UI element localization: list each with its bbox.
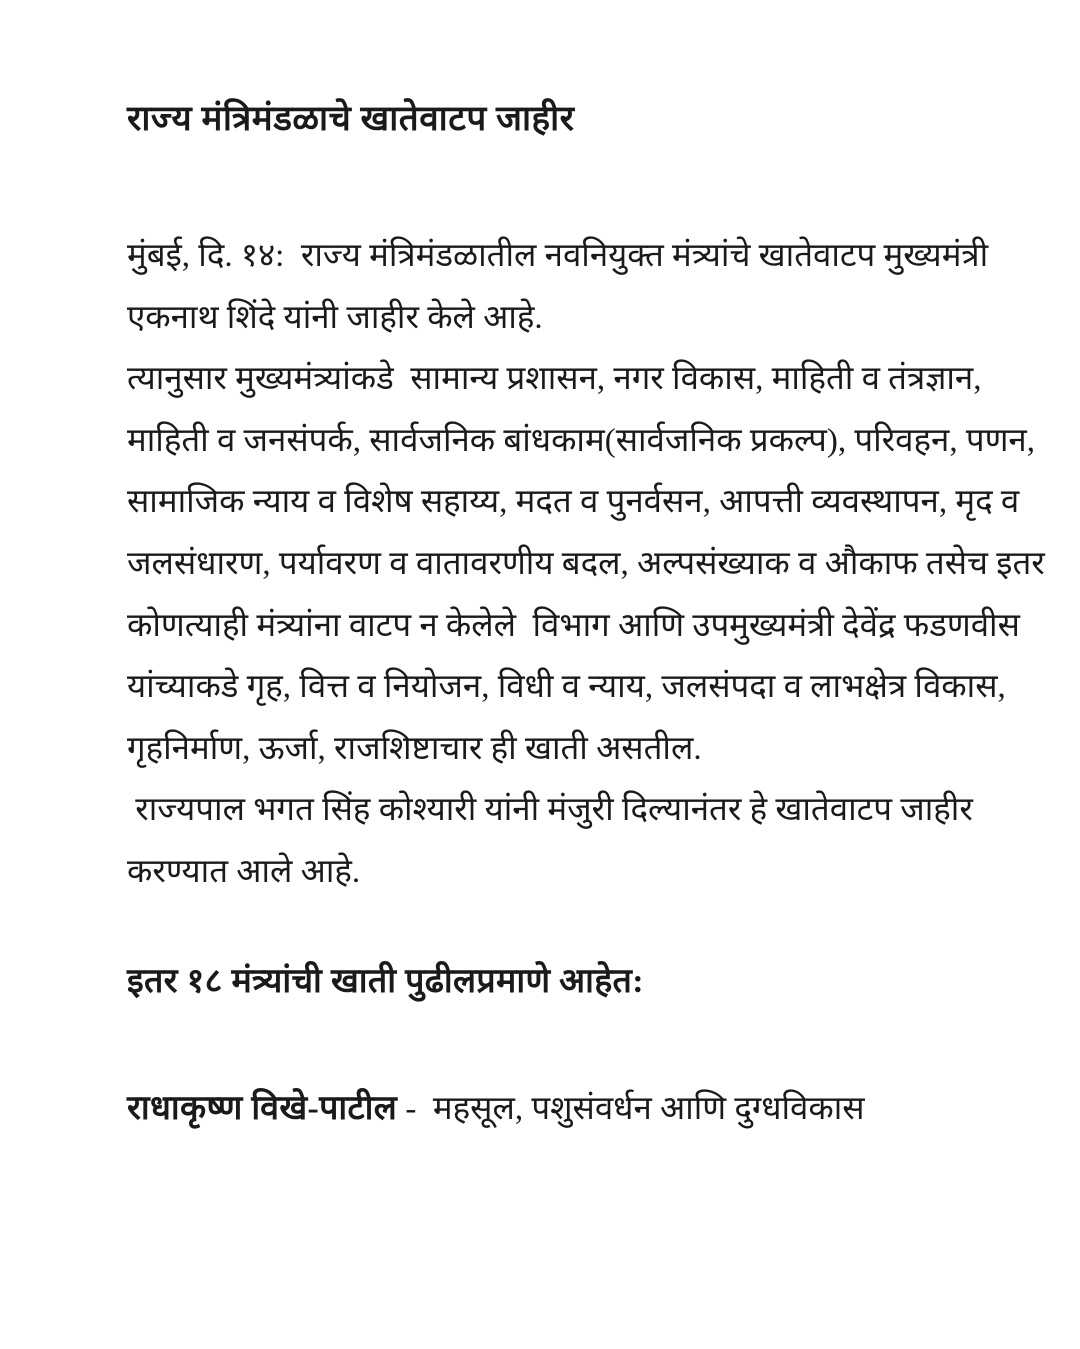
minister-entry	[127, 1083, 865, 1129]
text-line: एकनाथ शिंदे यांनी जाहीर केले आहे.	[127, 299, 543, 336]
text-line: मुंबई, दि. १४: राज्य मंत्रिमंडळातील नवनियुक्त मंत्र्यांचे खातेवाटप मुख्यमंत्री	[127, 238, 989, 274]
text-line: माहिती व जनसंपर्क, सार्वजनिक बांधकाम(सार्वजनिक प्रकल्प), परिवहन, पणन,	[127, 422, 1035, 459]
text-line: जलसंधारण, पर्यावरण व वातावरणीय बदल, अल्पसंख्याक व औकाफ तसेच इतर	[127, 545, 1045, 582]
text-line: राज्यपाल भगत सिंह कोश्यारी यांनी मंजुरी दिल्यानंतर हे खातेवाटप जाहीर	[127, 792, 973, 829]
minister-separator: -	[397, 1091, 433, 1127]
minister-name: राधाकृष्ण विखे-पाटील	[127, 1090, 398, 1127]
text-line: सामाजिक न्याय व विशेष सहाय्य, मदत व पुनर्वसन, आपत्ती व्यवस्थापन, मृद व	[127, 484, 1020, 521]
text-line: कोणत्याही मंत्र्यांना वाटप न केलेले विभाग आणि उपमुख्यमंत्री देवेंद्र फडणवीस	[127, 607, 1020, 644]
section-heading: इतर १८ मंत्र्यांची खाती पुढीलप्रमाणे आहेत:	[127, 963, 644, 1000]
text-line: त्यानुसार मुख्यमंत्र्यांकडे सामान्य प्रशासन, नगर विकास, माहिती व तंत्रज्ञान,	[127, 361, 982, 398]
text-line: गृहनिर्माण, ऊर्जा, राजशिष्टाचार ही खाती असतील.	[127, 730, 702, 767]
document-title: राज्य मंत्रिमंडळाचे खातेवाटप जाहीर	[127, 99, 575, 138]
text-line: करण्यात आले आहे.	[127, 853, 361, 890]
minister-portfolios: महसूल, पशुसंवर्धन आणि दुग्धविकास	[432, 1091, 865, 1127]
text-line: यांच्याकडे गृह, वित्त व नियोजन, विधी व न्याय, जलसंपदा व लाभक्षेत्र विकास,	[127, 669, 1006, 706]
article-body	[127, 226, 1045, 904]
